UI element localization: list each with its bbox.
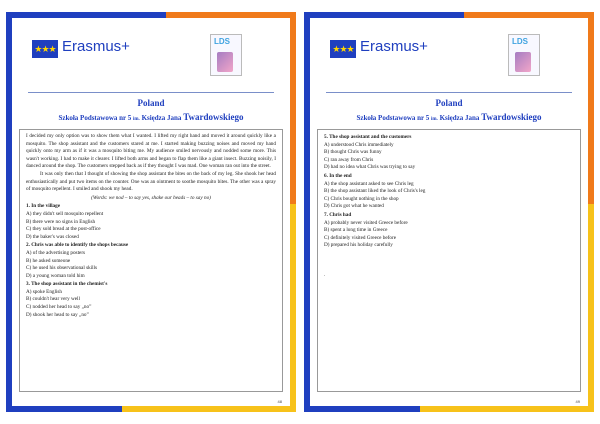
paragraph: It was only then that I thought of showing the shop assistant the bites on the back of my leg. She shook her head enthusiastically and put two items on the counter. One was an ointment to soothe mosquito bites. The other was a spray of mosquito repellent. I smiled and shook my head. xyxy=(26,170,276,193)
answer-option: D) shook her head to say „no” xyxy=(26,311,89,318)
question: 3. The shop assistant in the chemist's xyxy=(26,281,108,288)
header xyxy=(26,34,276,84)
page-right xyxy=(304,12,594,412)
answer-option: A) they didn't sell mosquito repellent xyxy=(26,210,104,217)
eu-flag-icon: ★★★ xyxy=(32,40,58,58)
erasmus-logo: Erasmus+ xyxy=(62,38,130,55)
answer-option: C) Chris bought nothing in the shop xyxy=(324,195,399,202)
answer-option: D) the baker's was closed xyxy=(26,233,79,240)
lds-figure-icon xyxy=(217,52,233,72)
answer-option: D) a young woman told him xyxy=(26,272,85,279)
answer-option: B) couldn't hear very well xyxy=(26,296,80,303)
answer-option: C) they sold bread at the post-office xyxy=(26,226,101,233)
words-note: (Words: we nod – to say yes, shake our heads – to say no) xyxy=(91,194,211,201)
question: 6. In the end xyxy=(324,172,352,179)
answer-option: C) nodded her head to say „no” xyxy=(26,304,92,311)
border-bottom-yellow xyxy=(420,406,594,412)
border-right-orange xyxy=(588,12,594,204)
school-name: Szkoła Podstawowa nr 5 im. Księdza Jana Twardowskiego xyxy=(356,112,542,122)
border-left-blue xyxy=(6,12,12,412)
answer-option: B) thought Chris was funny xyxy=(324,149,382,156)
answer-option: A) spoke English xyxy=(26,288,63,295)
question: 5. The shop assistant and the customers xyxy=(324,134,412,140)
lds-logo: LDS xyxy=(210,34,242,76)
answer-option: D) had no idea what Chris was trying to say xyxy=(324,164,416,171)
content-box xyxy=(19,129,283,392)
lds-logo: LDS xyxy=(508,34,540,76)
border-right-yellow xyxy=(588,204,594,412)
answer-option: B) the shop assistant liked the look of Chris's leg xyxy=(324,188,426,195)
answer-option: C) he used his observational skills xyxy=(26,265,98,272)
page-number: 49 xyxy=(575,399,580,404)
answer-option: A) the shop assistant asked to see Chris leg xyxy=(324,180,414,187)
answer-option: A) probably never visited Greece before xyxy=(324,219,408,226)
answer-option: C) ran away from Chris xyxy=(324,156,374,163)
page-title: Poland xyxy=(137,98,165,108)
content-box xyxy=(317,129,581,392)
eu-flag-icon: ★★★ xyxy=(330,40,356,58)
school-name: Szkoła Podstawowa nr 5 im. Księdza Jana Twardowskiego xyxy=(58,112,244,122)
question: 1. In the village xyxy=(26,203,61,210)
stray-mark: . xyxy=(324,271,326,278)
border-bottom-yellow xyxy=(122,406,296,412)
page-number: 48 xyxy=(277,399,282,404)
answer-option: C) definitely visited Greece before xyxy=(324,234,397,241)
border-right-orange xyxy=(290,12,296,204)
border-top-orange xyxy=(464,12,595,18)
header-rule xyxy=(326,92,572,93)
answer-option: B) he asked someone xyxy=(26,257,71,264)
erasmus-logo: Erasmus+ xyxy=(360,38,428,55)
answer-option: A) understood Chris immediately xyxy=(324,141,394,148)
border-top-orange xyxy=(166,12,297,18)
answer-option: B) there were no signs in English xyxy=(26,218,96,225)
answer-option: A) of the advertising posters xyxy=(26,249,86,256)
answer-option: D) prepared his holiday carefully xyxy=(324,242,393,249)
answer-option: B) spent a long time in Greece xyxy=(324,227,388,234)
border-right-yellow xyxy=(290,204,296,412)
page-title: Poland xyxy=(435,98,463,108)
header-rule xyxy=(28,92,274,93)
border-bottom-blue xyxy=(304,406,420,412)
answer-option: D) Chris got what he wanted xyxy=(324,203,384,210)
border-top-blue xyxy=(6,12,166,18)
border-bottom-blue xyxy=(6,406,122,412)
lds-figure-icon xyxy=(515,52,531,72)
question: 2. Chris was able to identify the shops because xyxy=(26,242,129,249)
question: 7. Chris had xyxy=(324,211,352,218)
border-left-blue xyxy=(304,12,310,412)
border-top-blue xyxy=(304,12,464,18)
header xyxy=(324,34,574,84)
paragraph: I decided my only option was to show them what I wanted. I lifted my right hand and moved it around quickly like a mosquito. The shop assistant and the customers stared at me. I started making buzzing noises and moved my hand quickly onto my arm as if it was a mosquito biting me. My audience smiled nervously and nodded some more. This wasn't working. I had to make it clearer. I lifted both arms and began to flap them like a giant insect. Buzzing noisily, I danced around the shop. The customers stepped back as if they thought I was mad. One woman ran out into the street. xyxy=(26,133,276,170)
page-left xyxy=(6,12,296,412)
